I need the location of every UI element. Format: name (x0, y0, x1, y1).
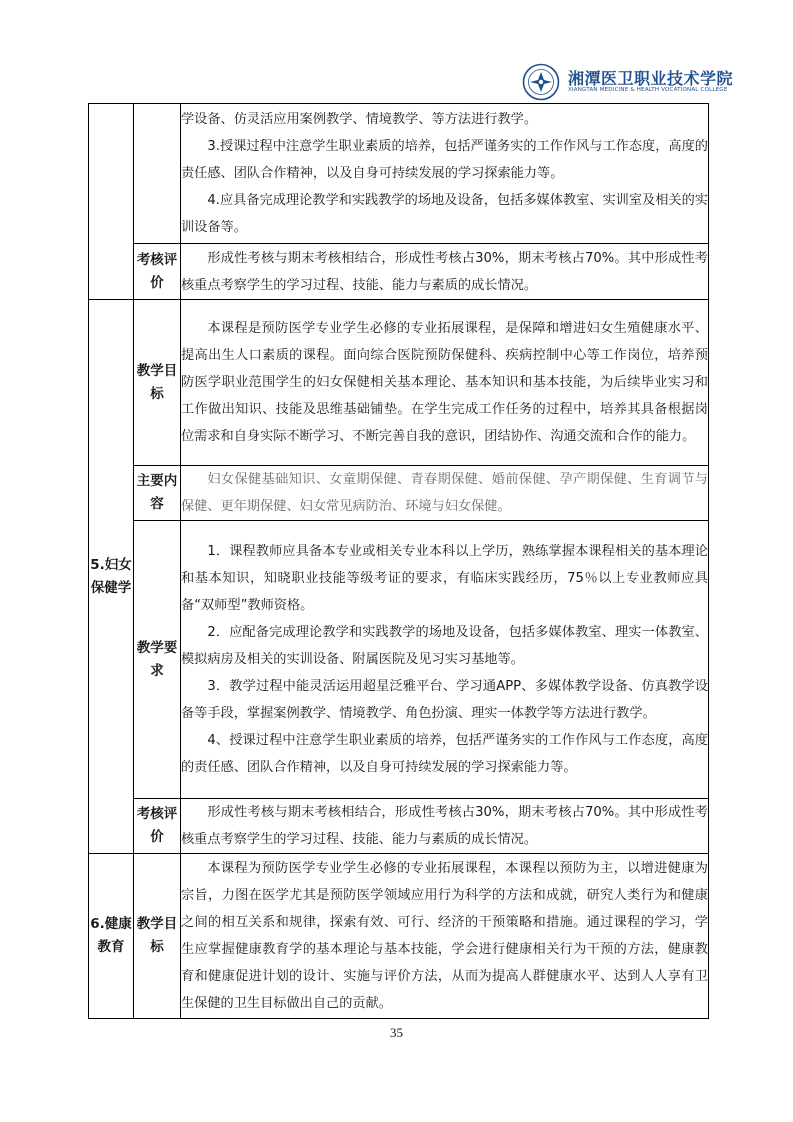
s5-req-paragraph: 2．应配备完成理论教学和实践教学的场地及设备，包括多媒体教室、理实一体教室、模拟病房及相关的实训设备、附属医院及见习实习基地等。 (181, 625, 708, 667)
cont-req-paragraph: 学设备、仿灵活应用案例教学、情境教学、等方法进行教学。 (181, 112, 538, 127)
college-name-en: XIANGTAN MEDICINE & HEALTH VOCATIONAL COLLEGE (568, 87, 728, 93)
table-row (89, 300, 709, 466)
row-label-goal: 教学目标 (134, 300, 181, 466)
row-label-requirement: 教学要求 (134, 521, 181, 799)
section-title-6: 6.健康教育 (89, 854, 134, 1019)
table-row (89, 799, 709, 854)
s6-goal-text (181, 854, 709, 1019)
table-row (89, 104, 709, 244)
table-row (89, 854, 709, 1019)
row-label-goal: 教学目标 (134, 854, 181, 1019)
s5-requirement-text (181, 521, 709, 799)
college-name-cn: 湘潭医卫职业技术学院 (568, 69, 734, 88)
cont-requirement-text (181, 104, 709, 244)
section-cell-continued (89, 104, 134, 300)
row-label-eval: 考核评价 (134, 799, 181, 854)
cont-eval-text (181, 244, 709, 300)
cont-req-paragraph: 4.应具备完成理论教学和实践教学的场地及设备，包括多媒体教室、实训室及相关的实训设备等。 (181, 193, 708, 235)
row-label-empty (134, 104, 181, 244)
s5-goal-text (181, 300, 709, 466)
table-row (89, 521, 709, 799)
table-row (89, 466, 709, 521)
college-logo (522, 63, 742, 103)
s5-eval-text (181, 799, 709, 854)
college-seal-icon (522, 63, 560, 101)
s6-goal-paragraph: 本课程为预防医学专业学生必修的专业拓展课程，本课程以预防为主，以增进健康为宗旨，力图在医学尤其是预防医学领域应用行为科学的方法和成就，研究人类行为和健康之间的相互关系和规律，探索有效、可行、经济的干预策略和措施。通过课程的学习，学生应掌握健康教育学的基本理论与基本技能，学会进行健康相关行为干预的方法，健康教育和健康促进计划的设计、实施与评价方法，从而为提高人群健康水平、达到人人享有卫生保健的卫生目标做出自己的贡献。 (181, 861, 708, 1011)
s5-eval-paragraph: 形成性考核与期末考核相结合，形成性考核占30%，期末考核占70%。其中形成性考核重点考察学生的学习过程、技能、能力与素质的成长情况。 (181, 805, 708, 847)
cont-eval-paragraph: 形成性考核与期末考核相结合，形成性考核占30%，期末考核占70%。其中形成性考核重点考察学生的学习过程、技能、能力与素质的成长情况。 (181, 250, 708, 293)
s5-content-text (181, 466, 709, 521)
table-row (89, 244, 709, 300)
section-title-5: 5.妇女保健学 (89, 300, 134, 854)
page-number: 35 (390, 1025, 403, 1040)
s5-goal-paragraph: 本课程是预防医学专业学生必修的专业拓展课程，是保障和增进妇女生殖健康水平、提高出生人口素质的课程。面向综合医院预防保健科、疾病控制中心等工作岗位，培养预防医学职业范围学生的妇女保健相关基本理论、基本知识和基本技能，为后续毕业实习和工作做出知识、技能及思维基础铺垫。在学生完成工作任务的过程中，培养其具备根据岗位需求和自身实际不断学习、不断完善自我的意识，团结协作、沟通交流和合作的能力。 (181, 321, 708, 444)
s5-content-paragraph: 妇女保健基础知识、女童期保健、青春期保健、婚前保健、孕产期保健、生育调节与保健、更年期保健、妇女常见病防治、环境与妇女保健。 (181, 472, 708, 514)
row-label-eval: 考核评价 (134, 244, 181, 300)
row-label-content: 主要内容 (134, 466, 181, 521)
s5-req-paragraph: 3．教学过程中能灵活运用超星泛雅平台、学习通APP、多媒体教学设备、仿真教学设备等手段，掌握案例教学、情境教学、角色扮演、理实一体教学等方法进行教学。 (181, 679, 708, 721)
s5-req-paragraph: 4、授课过程中注意学生职业素质的培养，包括严谨务实的工作作风与工作态度，高度的责任感、团队合作精神，以及自身可持续发展的学习探索能力等。 (181, 733, 708, 775)
cont-req-paragraph: 3.授课过程中注意学生职业素质的培养，包括严谨务实的工作作风与工作态度，高度的责任感、团队合作精神，以及自身可持续发展的学习探索能力等。 (181, 139, 708, 181)
s5-req-paragraph: 1．课程教师应具备本专业或相关专业本科以上学历，熟练掌握本课程相关的基本理论和基本知识，知晓职业技能等级考证的要求，有临床实践经历，75％以上专业教师应具备“双师型”教师资格。 (181, 544, 708, 613)
course-table (88, 103, 709, 1019)
